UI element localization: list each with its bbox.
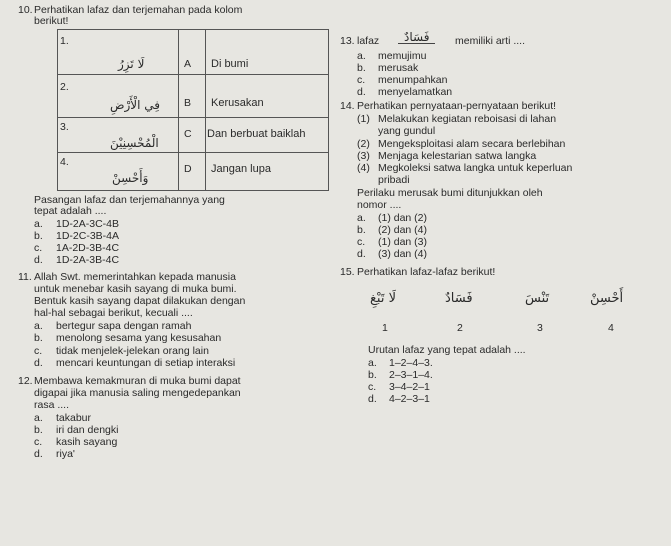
- q10-stem-2: berikut!: [34, 15, 69, 27]
- q11-option-b: menolong sesama yang kesusahan: [56, 332, 222, 344]
- q12-stem: Membawa kemakmuran di muka bumi dapat: [34, 375, 241, 387]
- q14-statement-no: (1): [357, 113, 370, 125]
- q11-stem: Bentuk kasih sayang dapat dilakukan dengan: [34, 295, 246, 307]
- q15-option-label: d.: [368, 393, 377, 405]
- q13-option-d: menyelamatkan: [378, 86, 453, 98]
- q15-word: فَسَادٌ: [445, 291, 473, 306]
- q15-word: أَحْسِنْ: [590, 291, 624, 306]
- q10-option-c: 1A-2D-3B-4C: [56, 242, 120, 254]
- q13-stem-after: memiliki arti ....: [455, 35, 526, 47]
- q12-stem: rasa ....: [34, 399, 70, 411]
- q11-option-label: d.: [34, 357, 43, 369]
- q12-number: 12.: [18, 375, 33, 387]
- q13-option-a: memujimu: [378, 50, 427, 62]
- q11-option-label: a.: [34, 320, 43, 332]
- q12-option-c: kasih sayang: [56, 436, 118, 448]
- q10-option-label: d.: [34, 254, 43, 266]
- q10-option-label: b.: [34, 230, 43, 242]
- q15-option-label: c.: [368, 381, 377, 393]
- q10-footer: Pasangan lafaz dan terjemahannya yang: [34, 194, 225, 206]
- q14-footer-2: nomor ....: [357, 199, 402, 211]
- q15-option-c: 3–4–2–1: [389, 381, 430, 393]
- q14-number: 14.: [340, 100, 355, 112]
- q10-row-letter: B: [184, 97, 192, 109]
- q10-option-b: 1D-2C-3B-4A: [56, 230, 120, 242]
- q14-option-label: c.: [357, 236, 366, 248]
- q10-row-no: 2.: [60, 81, 69, 93]
- q10-row-meaning: Jangan lupa: [211, 163, 271, 175]
- q14-option-a: (1) dan (2): [378, 212, 428, 224]
- q14-option-b: (2) dan (4): [378, 224, 428, 236]
- q14-statement-no: (3): [357, 150, 370, 162]
- q12-option-d: riya': [56, 448, 75, 460]
- q14-statement-no: (2): [357, 138, 370, 150]
- q15-option-b: 2–3–1–4.: [389, 369, 433, 381]
- q15-word-no: 3: [537, 322, 543, 334]
- q11-option-d: mencari keuntungan di setiap interaksi: [56, 357, 236, 369]
- q11-stem: Allah Swt. memerintahkan kepada manusia: [34, 271, 236, 283]
- q10-row-letter: C: [184, 128, 192, 140]
- q10-row-no: 3.: [60, 121, 69, 133]
- q14-statement: Mengeksploitasi alam secara berlebihan: [378, 138, 566, 150]
- q14-statement: Megkoleksi satwa langka untuk keperluan: [378, 162, 573, 174]
- q11-option-label: c.: [34, 345, 43, 357]
- q12-option-label: d.: [34, 448, 43, 460]
- q10-option-label: a.: [34, 218, 43, 230]
- q13-option-label: b.: [357, 62, 366, 74]
- q14-option-label: a.: [357, 212, 366, 224]
- q10-row-letter: A: [184, 58, 192, 70]
- q10-number: 10.: [18, 4, 33, 16]
- q15-word: لَا تَبْغِ: [370, 291, 397, 306]
- q10-stem: Perhatikan lafaz dan terjemahan pada kolom: [34, 4, 243, 16]
- q14-option-c: (1) dan (3): [378, 236, 428, 248]
- q15-option-a: 1–2–4–3.: [389, 357, 433, 369]
- q15-word-no: 2: [457, 322, 463, 334]
- q11-number: 11.: [18, 271, 32, 283]
- q10-row-arabic: لَا تَزِرُ: [118, 57, 145, 71]
- q11-option-label: b.: [34, 332, 43, 344]
- q12-option-label: b.: [34, 424, 43, 436]
- q10-row-meaning: Dan berbuat baiklah: [207, 128, 306, 140]
- q13-option-label: c.: [357, 74, 366, 86]
- q10-option-label: c.: [34, 242, 43, 254]
- q10-row-arabic: فِي الْأَرْضِ: [110, 98, 161, 112]
- q13-option-label: a.: [357, 50, 366, 62]
- q13-option-c: menumpahkan: [378, 74, 448, 86]
- q15-stem: Perhatikan lafaz-lafaz berikut!: [357, 266, 496, 278]
- q15-option-label: b.: [368, 369, 377, 381]
- q10-row-meaning: Kerusakan: [211, 97, 264, 109]
- q15-footer: Urutan lafaz yang tepat adalah ....: [368, 344, 526, 356]
- q15-number: 15.: [340, 266, 355, 278]
- q10-row-letter: D: [184, 163, 192, 175]
- q14-statement: pribadi: [378, 174, 410, 186]
- q12-stem: digapai jika manusia saling mengedepankan: [34, 387, 241, 399]
- q14-statement: Melakukan kegiatan reboisasi di lahan: [378, 113, 557, 125]
- q14-stem: Perhatikan pernyataan-pernyataan berikut!: [357, 100, 557, 112]
- q14-footer: Perilaku merusak bumi ditunjukkan oleh: [357, 187, 543, 199]
- q15-option-label: a.: [368, 357, 377, 369]
- q10-footer-2: tepat adalah ....: [34, 205, 107, 217]
- q14-statement-no: (4): [357, 162, 370, 174]
- q10-row-no: 1.: [60, 35, 69, 47]
- q12-option-a: takabur: [56, 412, 92, 424]
- q12-option-label: a.: [34, 412, 43, 424]
- q10-row-meaning: Di bumi: [211, 58, 249, 70]
- q13-stem-before: lafaz: [357, 35, 380, 47]
- q13-number: 13.: [340, 35, 355, 47]
- q12-option-b: iri dan dengki: [56, 424, 119, 436]
- q15-word-no: 4: [608, 322, 614, 334]
- q14-statement: yang gundul: [378, 125, 436, 137]
- q10-row-arabic: وَأَحْسِنْ: [112, 171, 149, 185]
- q11-option-a: bertegur sapa dengan ramah: [56, 320, 192, 332]
- q10-row-arabic: الْمُحْسِنِيْنَ: [110, 136, 159, 150]
- q10-option-d: 1D-2A-3B-4C: [56, 254, 120, 266]
- q14-option-d: (3) dan (4): [378, 248, 428, 260]
- q15-option-d: 4–2–3–1: [389, 393, 430, 405]
- q15-word-no: 1: [382, 322, 388, 334]
- q14-statement: Menjaga kelestarian satwa langka: [378, 150, 537, 162]
- q14-option-label: b.: [357, 224, 366, 236]
- q14-option-label: d.: [357, 248, 366, 260]
- q13-arabic: فَسَادٌ: [398, 31, 435, 44]
- q10-row-no: 4.: [60, 156, 69, 168]
- q12-option-label: c.: [34, 436, 43, 448]
- q13-option-label: d.: [357, 86, 366, 98]
- q11-stem: untuk menebar kasih sayang di muka bumi.: [34, 283, 237, 295]
- q11-stem: hal-hal sebagai berikut, kecuali ....: [34, 307, 193, 319]
- q15-word: تَنْسَ: [525, 291, 550, 306]
- q11-option-c: tidak menjelek-jelekan orang lain: [56, 345, 209, 357]
- q13-option-b: merusak: [378, 62, 419, 74]
- q10-option-a: 1D-2A-3C-4B: [56, 218, 120, 230]
